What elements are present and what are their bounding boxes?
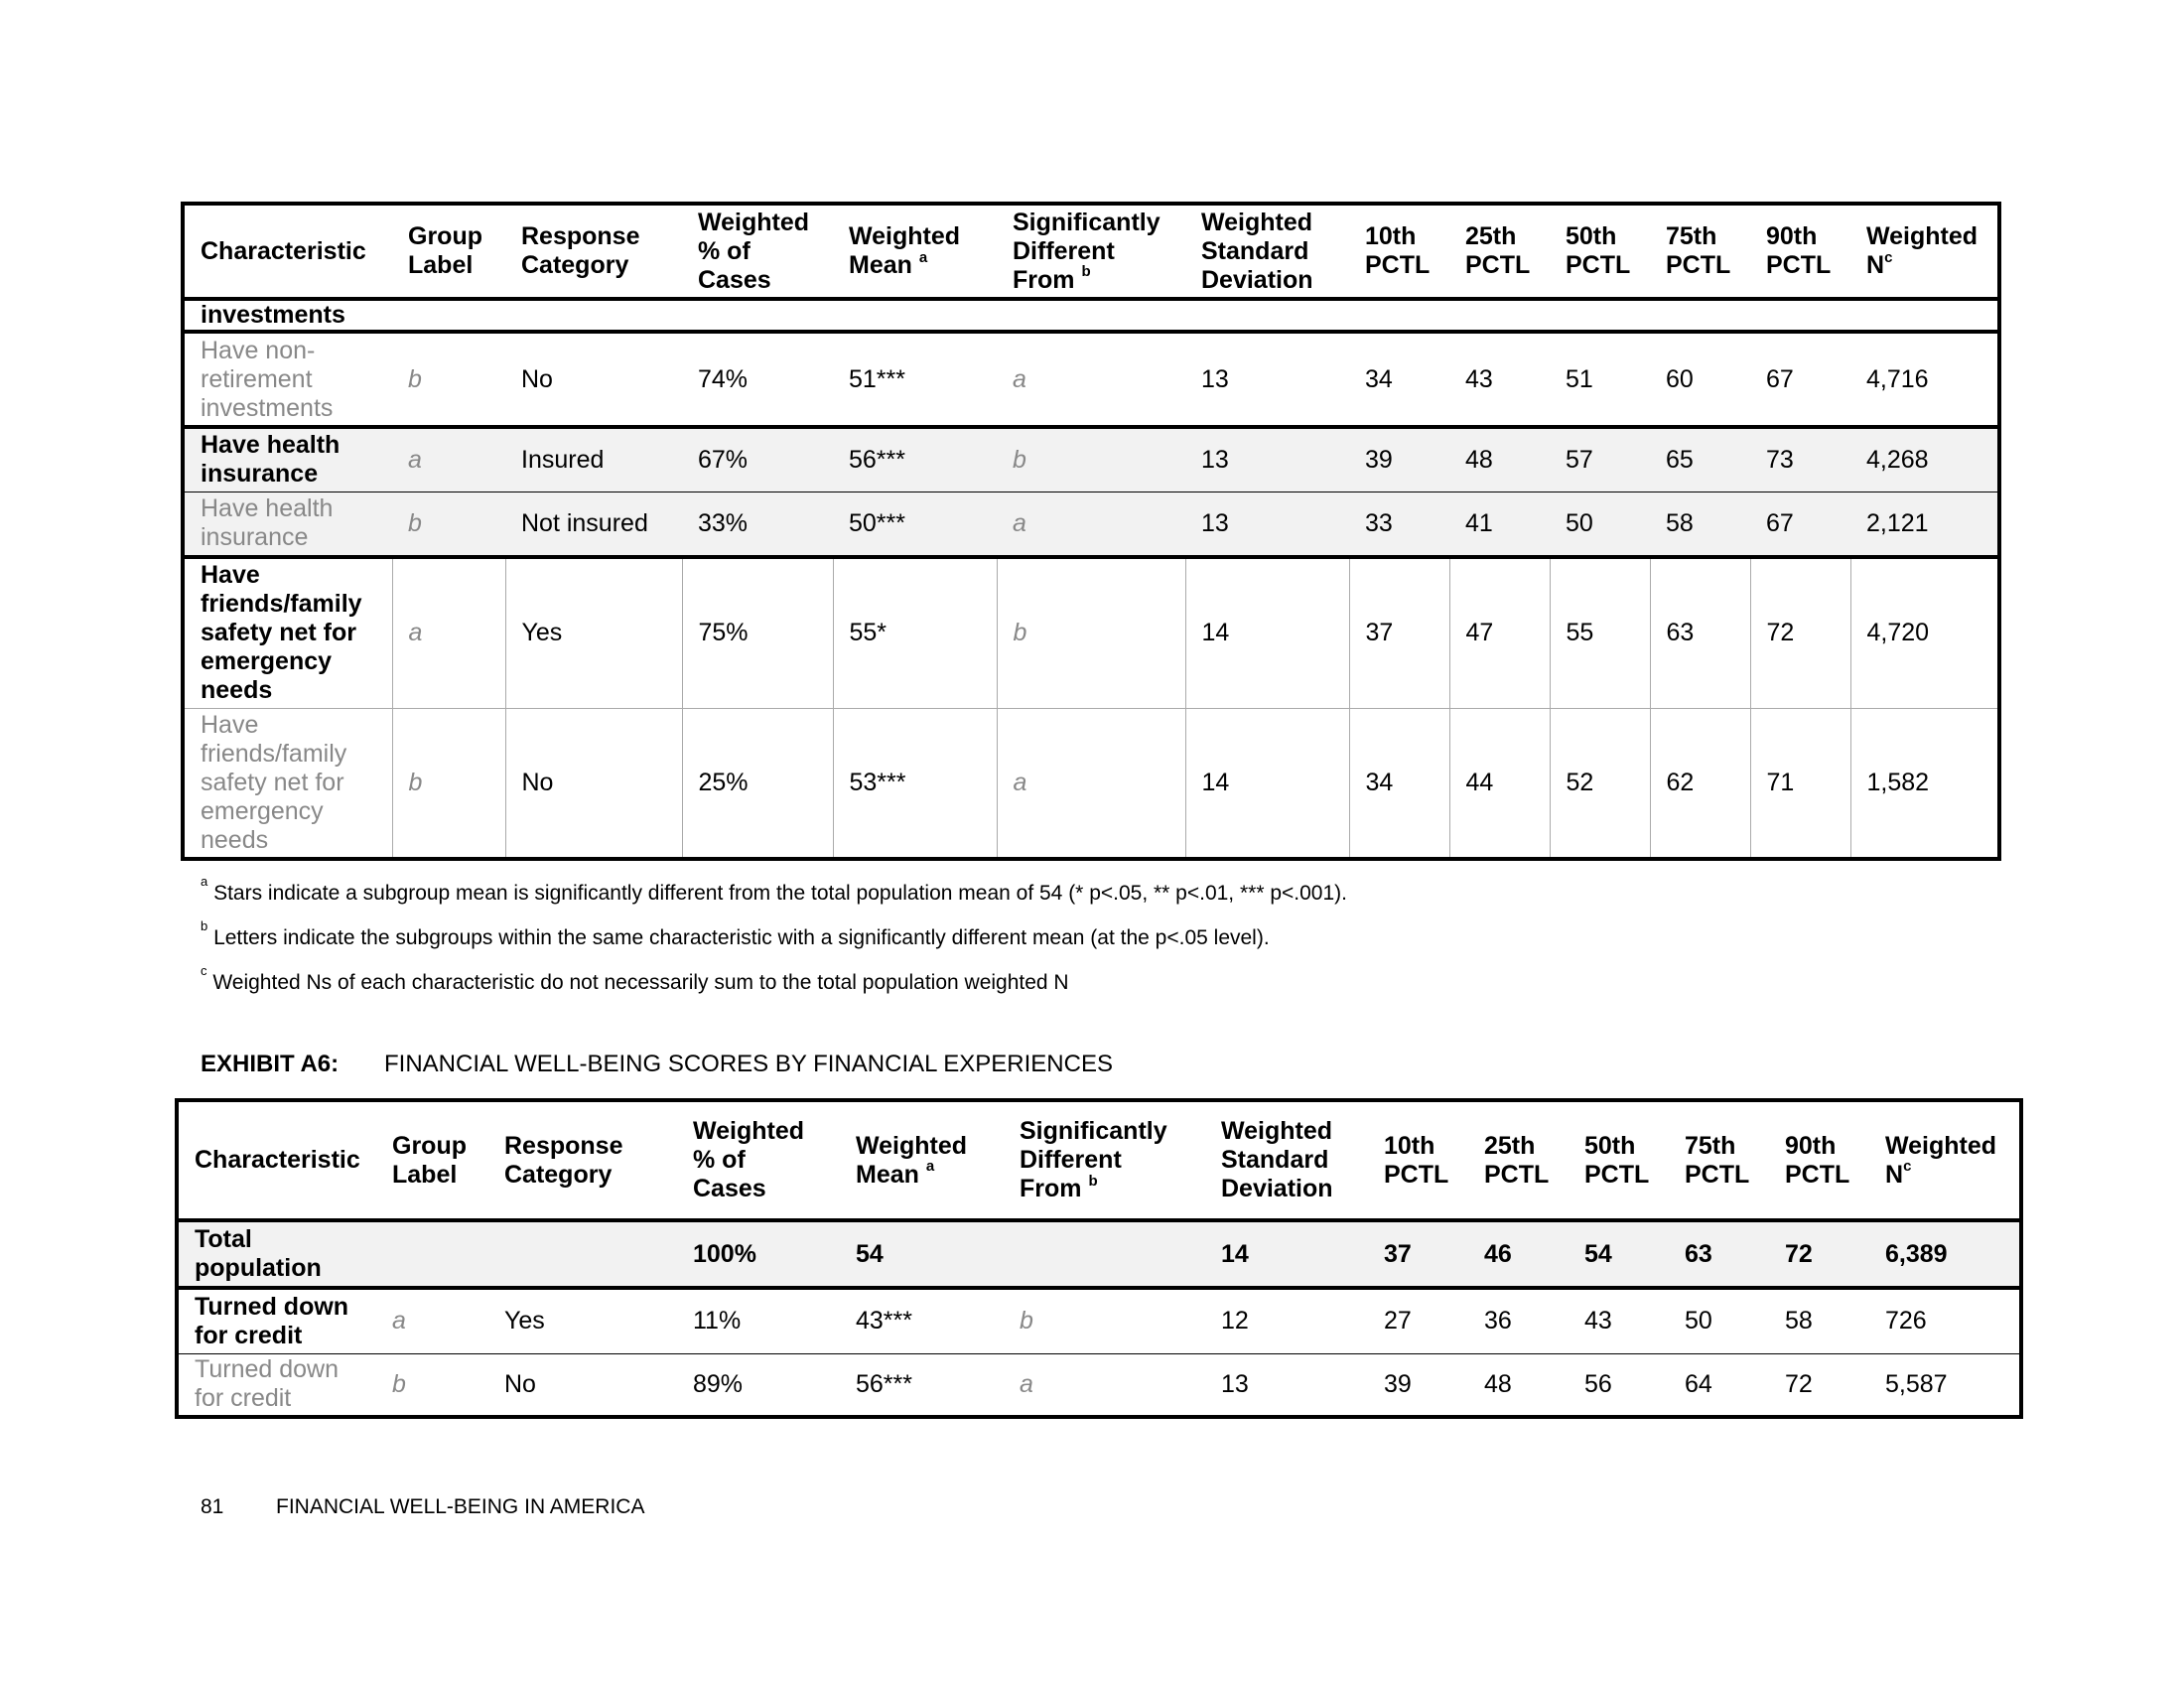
cell-sig: a: [997, 708, 1185, 859]
cell-characteristic: Have health insurance: [183, 492, 392, 557]
cell-pct: 25%: [682, 708, 833, 859]
cell-group: a: [392, 557, 505, 708]
cell-p75: 58: [1650, 492, 1750, 557]
cell-characteristic: Have friends/family safety net for emergency needs: [183, 557, 392, 708]
cell-characteristic: Have non-retirement investments: [183, 332, 392, 427]
cell-p50: 54: [1569, 1220, 1669, 1288]
cell-pct: 67%: [682, 427, 833, 492]
cell-response: No: [504, 1369, 536, 1398]
cell-p50: 56: [1584, 1369, 1612, 1398]
cell-group: a: [392, 427, 505, 492]
cell-characteristic: Turned down for credit: [177, 1288, 376, 1353]
header-75th-pctl: 75th PCTL: [1685, 1131, 1750, 1189]
cell-p75: 63: [1669, 1220, 1769, 1288]
cell-sig: b: [1004, 1288, 1205, 1353]
cell-pct: 33%: [682, 492, 833, 557]
table-header-row: [183, 204, 1999, 299]
header-weighted-mean: Weighted Mean $^a$: [856, 1131, 968, 1189]
cell-p10: 34: [1349, 708, 1449, 859]
header-weighted-pct: Weighted % of Cases: [693, 1117, 805, 1202]
cell-sig: a: [997, 492, 1185, 557]
header-weighted-pct: Weighted % of Cases: [698, 208, 810, 294]
cell-n: 4,720: [1850, 557, 1999, 708]
table-row: [183, 708, 1999, 859]
cell-p90: 71: [1750, 708, 1850, 859]
cell-pct: 89%: [693, 1369, 744, 1398]
page-footer: [201, 1495, 644, 1519]
cell-n: 4,268: [1850, 427, 1999, 492]
cell-sig: b: [997, 557, 1185, 708]
cell-n: 726: [1869, 1288, 2021, 1353]
header-50th-pctl: 50th PCTL: [1584, 1131, 1650, 1189]
cell-p50: 55: [1550, 557, 1650, 708]
cell-group: b: [392, 1369, 406, 1398]
cell-sd: 13: [1185, 332, 1349, 427]
cell-p25: 44: [1449, 708, 1550, 859]
header-response-category: Response Category: [504, 1131, 623, 1189]
cell-pct: 11%: [677, 1288, 840, 1353]
cell-response: [488, 1220, 677, 1288]
cell-sd: 14: [1185, 557, 1349, 708]
cell-response: No: [505, 708, 682, 859]
cell-sig: b: [997, 427, 1185, 492]
table-header-row: [177, 1100, 2021, 1220]
cell-mean: 50***: [833, 492, 997, 557]
footer-title: FINANCIAL WELL-BEING IN AMERICA: [276, 1495, 645, 1518]
cell-p50: 51: [1550, 332, 1650, 427]
header-75th-pctl: 75th PCTL: [1666, 222, 1731, 279]
cell-p50: 43: [1569, 1288, 1669, 1353]
cell-mean: 51***: [833, 332, 997, 427]
cell-pct: 100%: [677, 1220, 840, 1288]
cell-sd: 13: [1221, 1369, 1249, 1398]
header-characteristic: Characteristic: [201, 236, 366, 265]
cell-pct: 75%: [682, 557, 833, 708]
cell-p90: 67: [1750, 332, 1850, 427]
cell-p10: 37: [1349, 557, 1449, 708]
cell-mean: 43***: [840, 1288, 1004, 1353]
cell-p90: 67: [1750, 492, 1850, 557]
cell-sd: 14: [1205, 1220, 1368, 1288]
cell-sig: a: [997, 332, 1185, 427]
cell-mean: 55*: [833, 557, 997, 708]
cell-mean: 54: [840, 1220, 1004, 1288]
exhibit-label: EXHIBIT A6:: [201, 1051, 340, 1077]
cell-p75: 65: [1650, 427, 1750, 492]
table-row-total: [177, 1220, 2021, 1288]
cell-group: [376, 1220, 488, 1288]
cell-characteristic: Have friends/family safety net for emergency needs: [183, 708, 392, 859]
cell-characteristic: Turned down for credit: [195, 1355, 339, 1413]
cell-p90: 72: [1785, 1369, 1813, 1398]
table-row: [183, 557, 1999, 708]
cell-p50: 52: [1550, 708, 1650, 859]
cell-p75: 60: [1650, 332, 1750, 427]
header-significantly-different: Significantly Different From $^b$: [1020, 1117, 1167, 1202]
cell-p90: 72: [1769, 1220, 1869, 1288]
header-group-label: Group Label: [408, 222, 482, 279]
cell-response: Yes: [505, 557, 682, 708]
exhibit-a6-table: [175, 1098, 2023, 1419]
cell-response: Not insured: [505, 492, 682, 557]
cell-sd: 13: [1185, 427, 1349, 492]
cell-p25: 46: [1468, 1220, 1569, 1288]
header-50th-pctl: 50th PCTL: [1566, 222, 1631, 279]
cell-p10: 27: [1368, 1288, 1468, 1353]
cell-characteristic: Total population: [177, 1220, 376, 1288]
cell-p10: 39: [1349, 427, 1449, 492]
cell-p75: 63: [1650, 557, 1750, 708]
cell-n: 5,587: [1885, 1369, 1948, 1398]
cell-p50: 57: [1550, 427, 1650, 492]
header-weighted-mean: Weighted Mean $^a$: [849, 222, 961, 279]
cell-p90: 72: [1750, 557, 1850, 708]
cell-p25: 48: [1484, 1369, 1512, 1398]
cell-p10: 37: [1368, 1220, 1468, 1288]
cell-group: b: [392, 492, 505, 557]
header-10th-pctl: 10th PCTL: [1365, 222, 1431, 279]
cell-p25: 36: [1468, 1288, 1569, 1353]
footnote-b: $^b$ Letters indicate the subgroups within the same characteristic with a significantly different mean (at the p<.05 level).: [201, 918, 1270, 949]
cell-p25: 43: [1449, 332, 1550, 427]
header-90th-pctl: 90th PCTL: [1766, 222, 1832, 279]
cell-p50: 50: [1550, 492, 1650, 557]
header-90th-pctl: 90th PCTL: [1785, 1131, 1850, 1189]
table-row: [183, 332, 1999, 427]
table-row: [177, 1288, 2021, 1353]
header-characteristic: Characteristic: [195, 1146, 360, 1174]
cell-p10: 39: [1384, 1369, 1412, 1398]
table-row: [177, 1353, 2021, 1417]
cell-n: 6,389: [1869, 1220, 2021, 1288]
cell-group: a: [376, 1288, 488, 1353]
header-25th-pctl: 25th PCTL: [1465, 222, 1531, 279]
cell-p90: 73: [1750, 427, 1850, 492]
footnote-c: $^c$ Weighted Ns of each characteristic do not necessarily sum to the total population weighted N: [201, 963, 1069, 994]
cell-characteristic: Have health insurance: [183, 427, 392, 492]
table-row: [183, 427, 1999, 492]
cell-n: 1,582: [1850, 708, 1999, 859]
cell-response: No: [505, 332, 682, 427]
page-number: 81: [201, 1495, 224, 1518]
header-25th-pctl: 25th PCTL: [1484, 1131, 1550, 1189]
cell-response: Insured: [505, 427, 682, 492]
header-response-category: Response Category: [521, 222, 640, 279]
section-label: investments: [183, 299, 1999, 332]
cell-sig: [1004, 1220, 1205, 1288]
footnote-a: $^a$ Stars indicate a subgroup mean is significantly different from the total population mean of 54 (* p<.05, ** p<.01, *** p<.001).: [201, 874, 1347, 905]
cell-p25: 47: [1449, 557, 1550, 708]
header-group-label: Group Label: [392, 1131, 467, 1189]
cell-p75: 62: [1650, 708, 1750, 859]
table-row: [183, 492, 1999, 557]
header-weighted-sd: Weighted Standard Deviation: [1221, 1117, 1333, 1202]
cell-p10: 33: [1349, 492, 1449, 557]
cell-response: Yes: [488, 1288, 677, 1353]
cell-mean: 53***: [833, 708, 997, 859]
cell-sd: 14: [1185, 708, 1349, 859]
cell-sd: 12: [1205, 1288, 1368, 1353]
cell-n: 4,716: [1850, 332, 1999, 427]
cell-p10: 34: [1349, 332, 1449, 427]
cell-p75: 64: [1685, 1369, 1712, 1398]
exhibit-title: [201, 1051, 1113, 1078]
header-significantly-different: Significantly Different From $^b$: [1013, 208, 1160, 294]
exhibit-heading: FINANCIAL WELL-BEING SCORES BY FINANCIAL EXPERIENCES: [384, 1051, 1113, 1077]
cell-group: b: [392, 332, 505, 427]
cell-group: b: [392, 708, 505, 859]
header-weighted-n: Weighted $N^c$: [1866, 222, 1979, 279]
cell-n: 2,121: [1850, 492, 1999, 557]
cell-p75: 50: [1669, 1288, 1769, 1353]
cell-sig: a: [1020, 1369, 1033, 1398]
header-weighted-sd: Weighted Standard Deviation: [1201, 208, 1313, 294]
cell-p25: 41: [1449, 492, 1550, 557]
section-row: [183, 299, 1999, 332]
cell-mean: 56***: [833, 427, 997, 492]
header-weighted-n: Weighted $N^c$: [1885, 1131, 1997, 1189]
cell-p90: 58: [1769, 1288, 1869, 1353]
header-10th-pctl: 10th PCTL: [1384, 1131, 1449, 1189]
cell-mean: 56***: [856, 1369, 912, 1398]
cell-p25: 48: [1449, 427, 1550, 492]
cell-pct: 74%: [682, 332, 833, 427]
table-continued: [181, 202, 2001, 861]
cell-sd: 13: [1185, 492, 1349, 557]
